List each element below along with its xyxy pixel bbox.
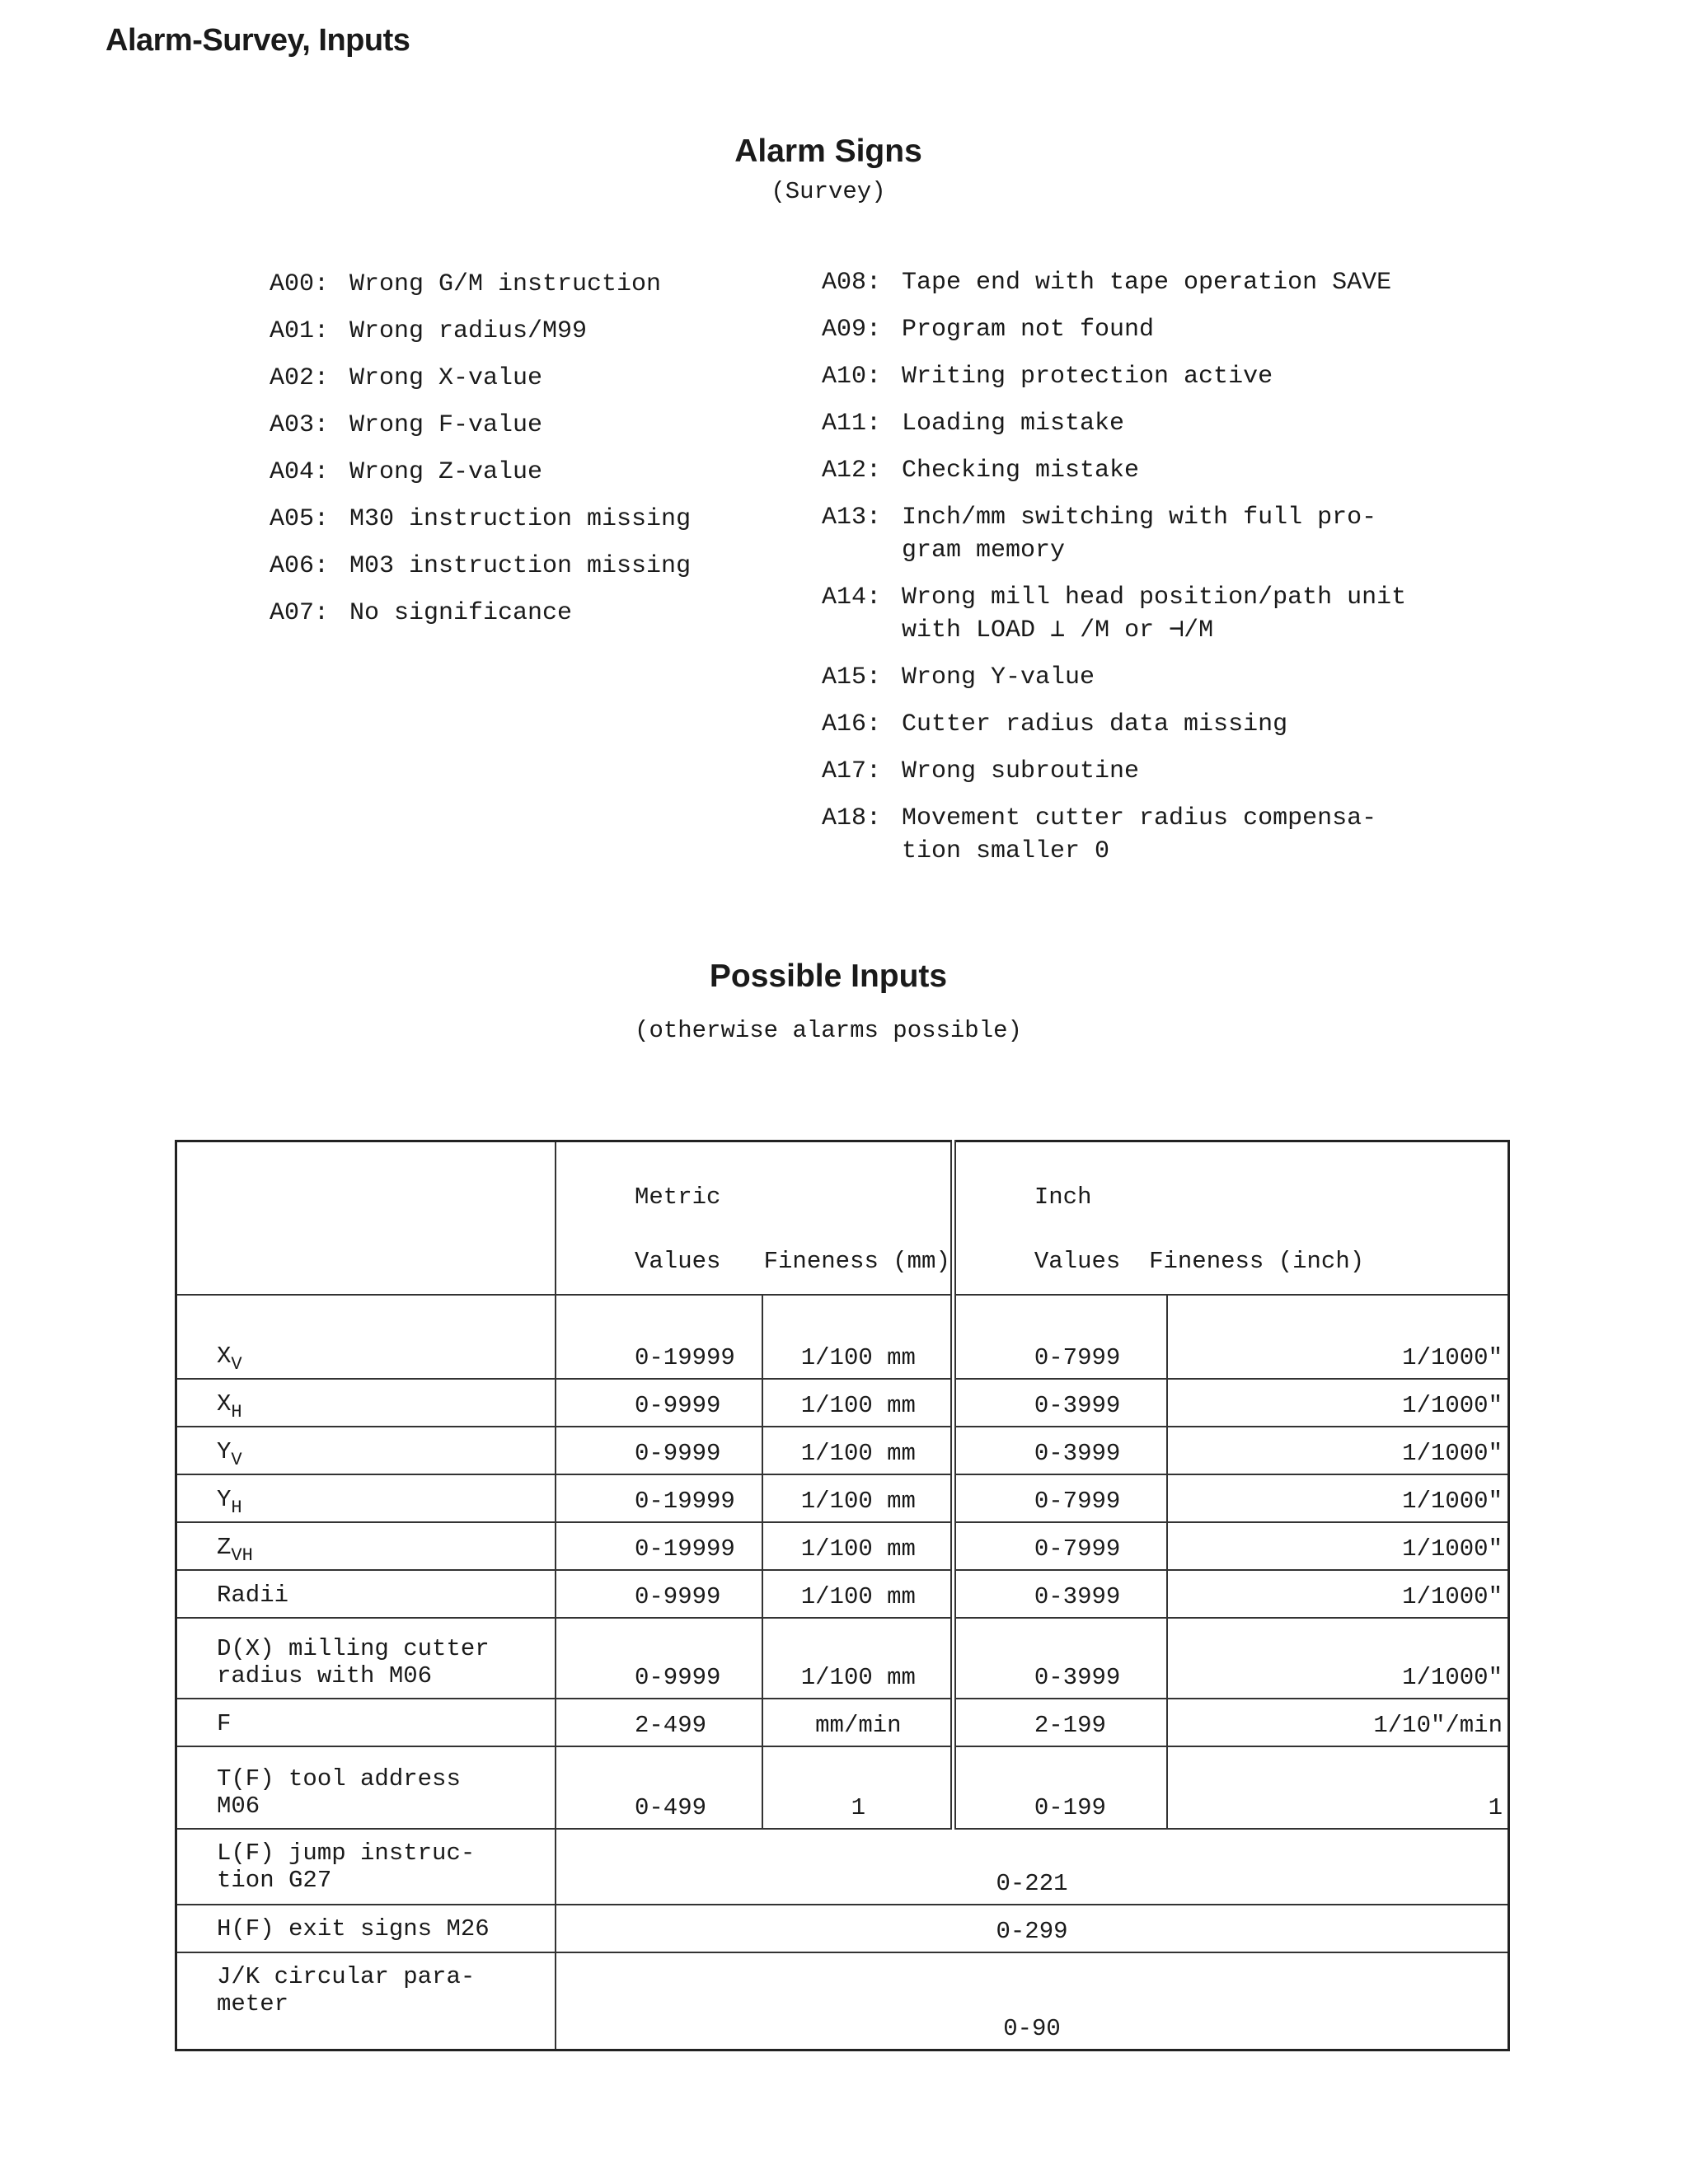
metric-fineness: 1/100 mm	[762, 1427, 954, 1474]
table-row	[176, 1295, 1509, 1379]
alarm-item	[822, 501, 1406, 567]
inch-fineness: 1/1000"	[1167, 1618, 1509, 1699]
alarm-code: A16:	[822, 710, 882, 738]
alarm-item	[270, 362, 691, 395]
page-header: Alarm-Survey, Inputs	[106, 23, 410, 58]
alarm-item	[270, 409, 691, 442]
row-label-cell	[176, 1699, 556, 1746]
row-label: F	[217, 1710, 232, 1737]
metric-header-cell	[556, 1141, 953, 1296]
metric-value: 0-499	[556, 1746, 762, 1829]
alarm-code: A02:	[270, 364, 330, 392]
inch-value: 2-199	[953, 1699, 1167, 1746]
metric-value: 0-9999	[556, 1570, 762, 1618]
header-empty-cell	[176, 1141, 556, 1296]
alarm-item	[822, 266, 1406, 299]
inch-value: 0-3999	[953, 1618, 1167, 1699]
alarm-item	[822, 802, 1406, 868]
inch-subheader: Values Fineness (inch)	[1034, 1248, 1365, 1275]
inch-fineness: 1/1000"	[1167, 1522, 1509, 1570]
alarm-text: Cutter radius data missing	[902, 710, 1288, 738]
alarm-text: Loading mistake	[902, 410, 1125, 438]
row-label: Radii	[217, 1582, 289, 1609]
alarm-item	[270, 268, 691, 301]
alarm-code: A14:	[822, 583, 882, 612]
inch-header-cell	[953, 1141, 1508, 1296]
alarm-list-right	[822, 266, 1406, 882]
alarm-list-left	[270, 268, 691, 644]
alarm-code: A07:	[270, 599, 330, 627]
metric-value: 2-499	[556, 1699, 762, 1746]
alarm-text: Wrong subroutine	[902, 757, 1140, 785]
alarm-code: A15:	[822, 663, 882, 691]
metric-value: 0-19999	[556, 1295, 762, 1379]
alarm-item	[270, 503, 691, 536]
row-label-subscript: V	[231, 1354, 242, 1375]
row-label-subscript: VH	[231, 1545, 253, 1566]
alarm-code: A04:	[270, 458, 330, 486]
row-label-cell	[176, 1618, 556, 1699]
row-label-cell	[176, 1295, 556, 1379]
metric-value: 0-19999	[556, 1474, 762, 1522]
table-row	[176, 1699, 1509, 1746]
alarm-code: A03:	[270, 411, 330, 439]
table-row	[176, 1746, 1509, 1829]
row-label: L(F) jump instruc- tion G27	[176, 1829, 556, 1905]
table-row	[176, 1474, 1509, 1522]
inch-value: 0-3999	[953, 1379, 1167, 1427]
table-row	[176, 1379, 1509, 1427]
alarm-text: Tape end with tape operation SAVE	[902, 269, 1392, 297]
metric-value: 0-9999	[556, 1618, 762, 1699]
alarm-text: Writing protection active	[902, 363, 1273, 391]
alarm-item	[822, 661, 1406, 694]
range-value: 0-299	[556, 1905, 1509, 1952]
table-row	[176, 1618, 1509, 1699]
alarm-text: No significance	[349, 599, 573, 627]
alarm-text: M30 instruction missing	[349, 505, 692, 533]
alarm-text: Wrong radius/M99	[349, 317, 588, 345]
table-row	[176, 1427, 1509, 1474]
alarm-code: A12:	[822, 457, 882, 485]
table-row	[176, 1905, 1509, 1952]
metric-fineness: 1/100 mm	[762, 1522, 954, 1570]
possible-inputs-subtitle: (otherwise alarms possible)	[635, 1017, 1022, 1044]
row-label-cell	[176, 1570, 556, 1618]
alarm-code: A06:	[270, 552, 330, 580]
row-label-cell	[176, 1427, 556, 1474]
row-label-subscript: H	[231, 1497, 242, 1518]
row-label: X	[217, 1390, 232, 1418]
metric-value: 0-9999	[556, 1379, 762, 1427]
row-label: Y	[217, 1486, 232, 1513]
inch-value: 0-3999	[953, 1570, 1167, 1618]
alarm-text: M03 instruction missing	[349, 552, 692, 580]
metric-value: 0-9999	[556, 1427, 762, 1474]
row-label-cell	[176, 1746, 556, 1829]
inputs-table	[175, 1140, 1510, 2051]
row-label: T(F) tool address M06	[217, 1765, 461, 1820]
table-row	[176, 1952, 1509, 2050]
inch-value: 0-3999	[953, 1427, 1167, 1474]
row-label: Z	[217, 1534, 232, 1561]
inch-fineness: 1/1000"	[1167, 1570, 1509, 1618]
alarm-text: Wrong X-value	[349, 364, 543, 392]
inch-header: Inch	[1034, 1183, 1092, 1211]
row-label: X	[217, 1343, 232, 1370]
row-label: H(F) exit signs M26	[176, 1905, 556, 1952]
alarm-text: Wrong F-value	[349, 411, 543, 439]
metric-header: Metric	[635, 1183, 721, 1211]
inch-fineness: 1/10"/min	[1167, 1699, 1509, 1746]
row-label-cell	[176, 1474, 556, 1522]
alarm-item	[270, 456, 691, 489]
alarm-item	[822, 454, 1406, 487]
row-label: D(X) milling cutter radius with M06	[217, 1635, 490, 1690]
alarm-code: A13:	[822, 504, 882, 532]
alarm-item	[822, 313, 1406, 346]
alarm-text: Checking mistake	[902, 457, 1140, 485]
alarm-code: A11:	[822, 410, 882, 438]
alarm-signs-subtitle: (Survey)	[771, 178, 886, 205]
alarm-text: Movement cutter radius compensa- tion smaller 0	[902, 804, 1377, 865]
alarm-item	[270, 597, 691, 630]
alarm-text: Wrong Z-value	[349, 458, 543, 486]
alarm-item	[822, 708, 1406, 741]
row-label-cell	[176, 1522, 556, 1570]
alarm-code: A01:	[270, 317, 330, 345]
inch-value: 0-7999	[953, 1474, 1167, 1522]
row-label-subscript: V	[231, 1450, 242, 1470]
alarm-code: A10:	[822, 363, 882, 391]
alarm-item	[270, 550, 691, 583]
alarm-text: Wrong G/M instruction	[349, 270, 662, 298]
row-label: Y	[217, 1438, 232, 1465]
alarm-item	[270, 315, 691, 348]
inch-fineness: 1/1000"	[1167, 1295, 1509, 1379]
metric-fineness: 1	[762, 1746, 954, 1829]
metric-value: 0-19999	[556, 1522, 762, 1570]
possible-inputs-title: Possible Inputs	[709, 958, 948, 994]
alarm-item	[822, 407, 1406, 440]
metric-fineness: 1/100 mm	[762, 1379, 954, 1427]
inch-value: 0-7999	[953, 1295, 1167, 1379]
alarm-code: A09:	[822, 316, 882, 344]
alarm-text: Inch/mm switching with full pro- gram memory	[902, 504, 1377, 565]
alarm-text: Program not found	[902, 316, 1155, 344]
row-label-cell	[176, 1379, 556, 1427]
row-label: J/K circular para- meter	[176, 1952, 556, 2050]
metric-fineness: 1/100 mm	[762, 1618, 954, 1699]
range-value: 0-221	[556, 1829, 1509, 1905]
alarm-code: A18:	[822, 804, 882, 832]
inch-value: 0-199	[953, 1746, 1167, 1829]
metric-subheader: Values Fineness (mm)	[635, 1248, 950, 1275]
alarm-item	[822, 755, 1406, 788]
metric-fineness: mm/min	[762, 1699, 954, 1746]
row-label-subscript: H	[231, 1402, 242, 1422]
alarm-code: A08:	[822, 269, 882, 297]
inch-fineness: 1/1000"	[1167, 1427, 1509, 1474]
alarm-item	[822, 581, 1406, 647]
metric-fineness: 1/100 mm	[762, 1570, 954, 1618]
alarm-text: Wrong Y-value	[902, 663, 1095, 691]
inch-fineness: 1/1000"	[1167, 1379, 1509, 1427]
table-header-row	[176, 1141, 1509, 1296]
alarm-signs-title: Alarm Signs	[734, 134, 922, 169]
table-row	[176, 1570, 1509, 1618]
inch-fineness: 1/1000"	[1167, 1474, 1509, 1522]
alarm-item	[822, 360, 1406, 393]
inch-fineness: 1	[1167, 1746, 1509, 1829]
metric-fineness: 1/100 mm	[762, 1295, 954, 1379]
table-row	[176, 1829, 1509, 1905]
metric-fineness: 1/100 mm	[762, 1474, 954, 1522]
alarm-text: Wrong mill head position/path unit with LOAD ⊥ /M or ⊣/M	[902, 583, 1407, 644]
table-row	[176, 1522, 1509, 1570]
alarm-code: A00:	[270, 270, 330, 298]
alarm-code: A05:	[270, 505, 330, 533]
alarm-code: A17:	[822, 757, 882, 785]
range-value: 0-90	[556, 1952, 1509, 2050]
inch-value: 0-7999	[953, 1522, 1167, 1570]
